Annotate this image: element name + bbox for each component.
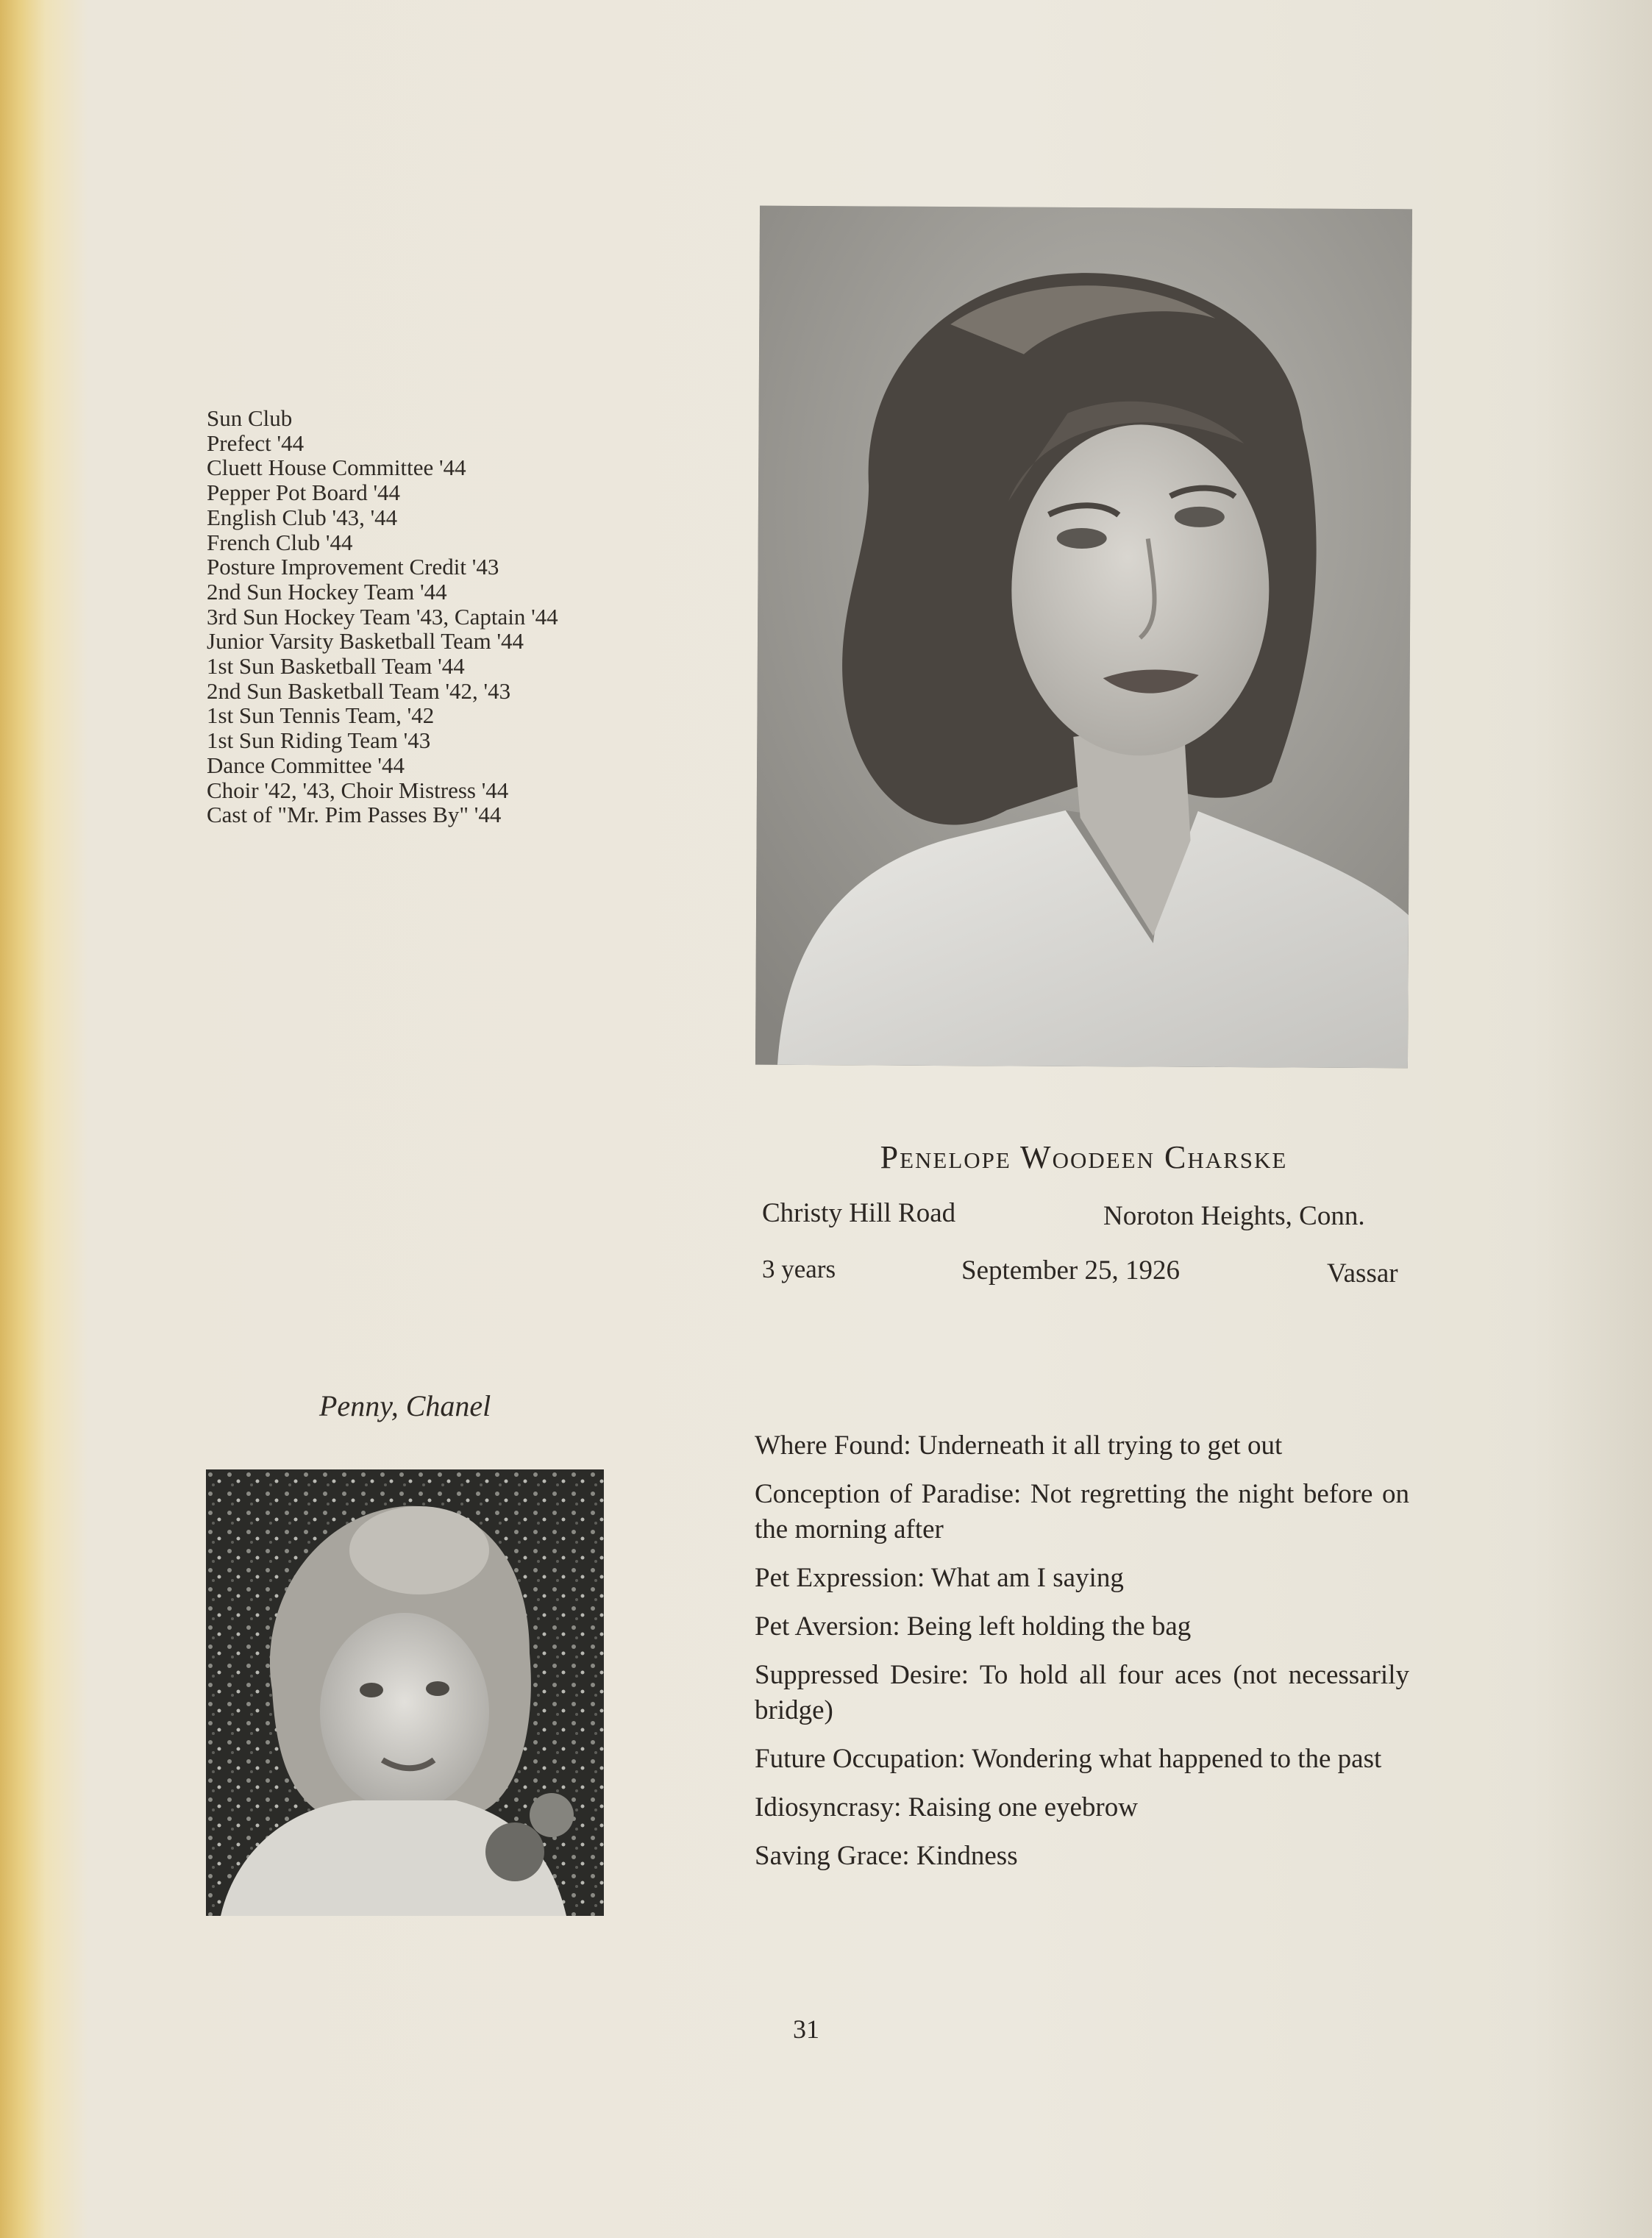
- activity-item: Cluett House Committee '44: [207, 455, 466, 481]
- nickname: Penny, Chanel: [319, 1389, 491, 1422]
- entry-label: Idiosyncrasy :: [755, 1792, 908, 1822]
- activity-item: Junior Varsity Basketball Team '44: [207, 628, 524, 655]
- entry-value: Not regretting the night before on the morning after: [755, 1479, 1410, 1544]
- activity-item: Prefect '44: [207, 430, 305, 456]
- page-number: 31: [793, 2014, 819, 2044]
- profile-entries: [755, 1428, 1409, 1887]
- activity-item: Sun Club: [207, 405, 293, 431]
- activities-list: [207, 406, 619, 827]
- entry-value: To hold all four aces (not necessarily bridge): [755, 1660, 1409, 1725]
- activity-item: Pepper Pot Board '44: [207, 480, 401, 506]
- activity-item: Posture Improvement Credit '43: [207, 554, 499, 580]
- profile-entry: [755, 1658, 1409, 1728]
- activity-item: Cast of "Mr. Pim Passes By" '44: [207, 802, 502, 828]
- activity-item: 2nd Sun Hockey Team '44: [207, 578, 447, 605]
- entry-label: Pet Expression :: [755, 1563, 931, 1593]
- activity-item: 2nd Sun Basketball Team '42, '43: [207, 677, 511, 704]
- childhood-photo: [206, 1469, 604, 1916]
- entry-value: Being left holding the bag: [906, 1611, 1192, 1642]
- profile-entry: [755, 1790, 1409, 1825]
- profile-entry: [755, 1477, 1409, 1547]
- entry-value: Underneath it all trying to get out: [917, 1430, 1283, 1461]
- college: Vassar: [1327, 1258, 1398, 1289]
- entry-value: Wondering what happened to the past: [972, 1744, 1382, 1774]
- birth-date: September 25, 1926: [961, 1255, 1180, 1286]
- profile-entry: [755, 1609, 1409, 1644]
- entry-value: Kindness: [916, 1841, 1018, 1871]
- profile-entry: [755, 1839, 1409, 1874]
- senior-portrait-photo: [755, 206, 1412, 1069]
- activity-item: French Club '44: [207, 529, 353, 555]
- profile-entry: [755, 1428, 1409, 1464]
- street-address: Christy Hill Road: [762, 1198, 956, 1228]
- activity-item: 1st Sun Riding Team '43: [207, 727, 431, 754]
- profile-entry: [755, 1742, 1409, 1777]
- activity-item: 1st Sun Tennis Team, '42: [207, 702, 435, 729]
- activity-item: 3rd Sun Hockey Team '43, Captain '44: [207, 603, 558, 630]
- entry-label: Where Found :: [755, 1430, 918, 1461]
- activity-item: Dance Committee '44: [207, 752, 405, 778]
- entry-label: Saving Grace :: [755, 1841, 916, 1871]
- years-attended: 3 years: [762, 1255, 836, 1283]
- city-state: Noroton Heights, Conn.: [1103, 1201, 1365, 1231]
- entry-label: Pet Aversion :: [755, 1611, 907, 1642]
- profile-entry: [755, 1561, 1409, 1596]
- entry-label: Future Occupation :: [755, 1744, 972, 1774]
- student-name: Penelope Woodeen Charske: [880, 1139, 1288, 1175]
- entry-label: Conception of Paradise :: [755, 1479, 1030, 1509]
- entry-value: What am I saying: [930, 1563, 1124, 1593]
- activity-item: English Club '43, '44: [207, 504, 398, 530]
- entry-label: Suppressed Desire :: [755, 1660, 980, 1690]
- entry-value: Raising one eyebrow: [908, 1792, 1138, 1822]
- activity-item: Choir '42, '43, Choir Mistress '44: [207, 777, 509, 803]
- activity-item: 1st Sun Basketball Team '44: [207, 653, 465, 680]
